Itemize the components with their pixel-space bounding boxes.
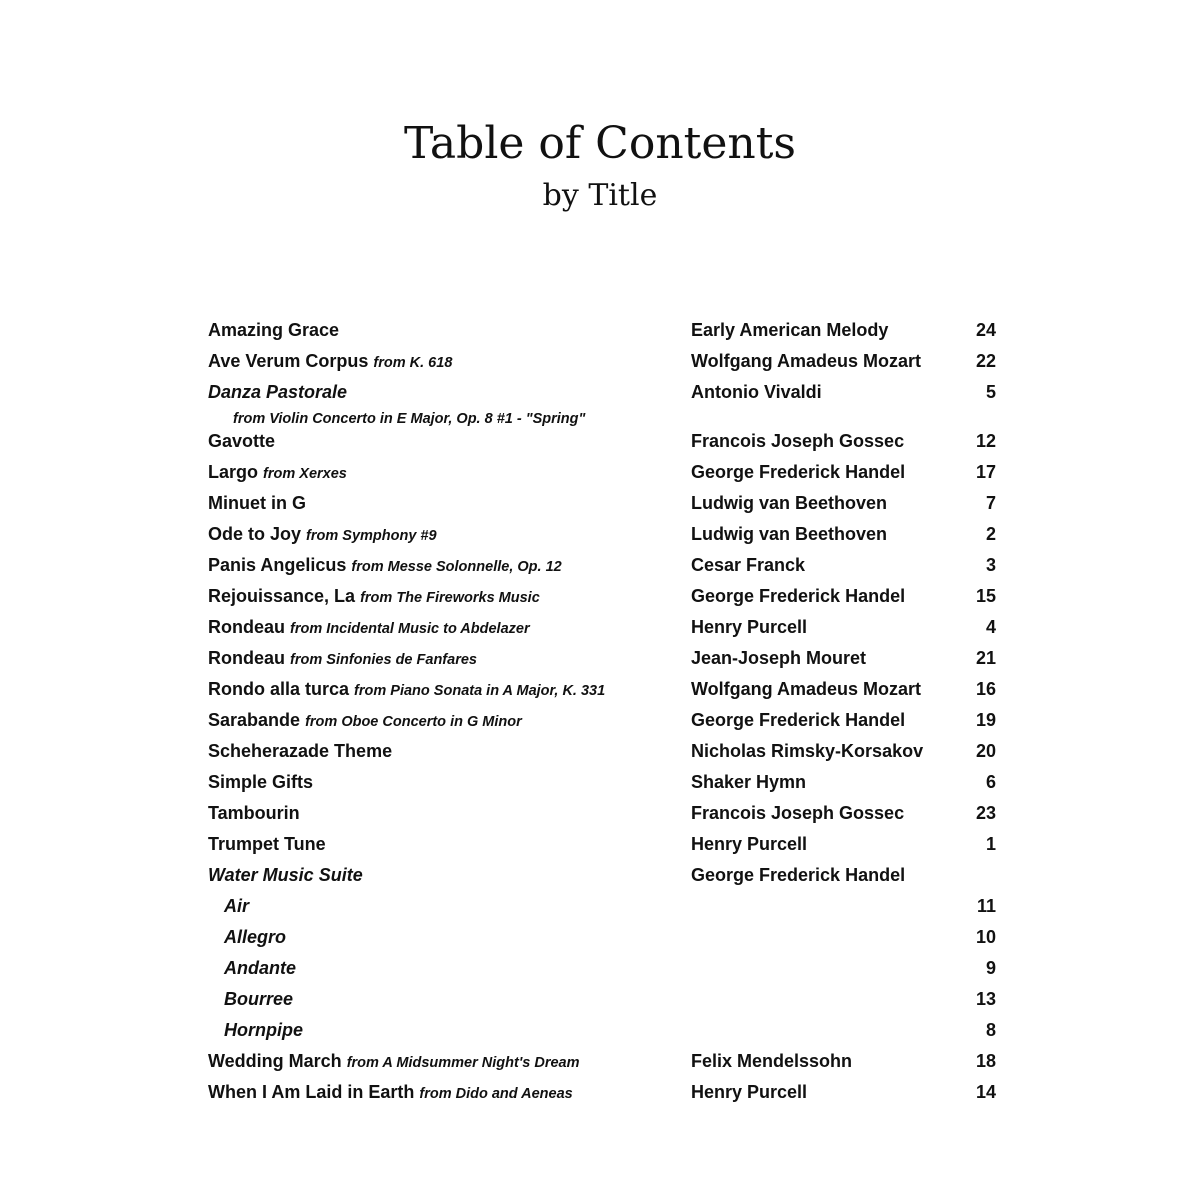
entry-source: from Oboe Concerto in G Minor [305,714,522,730]
entry-title [208,586,540,607]
toc-subentry [0,896,1200,924]
entry-composer: Nicholas Rimsky-Korsakov [691,741,924,761]
entry-source: from A Midsummer Night's Dream [346,1055,580,1071]
entry-title-text: Danza Pastorale [208,382,348,402]
entry-title-text: Sarabande [208,710,301,730]
entry-source: from Sinfonies de Fanfares [290,652,477,668]
entry-title-text: Andante [224,958,296,978]
entry-title-text: Air [224,896,250,916]
entry-composer: Henry Purcell [691,617,808,637]
toc-entry [0,555,1200,583]
toc-entry [0,351,1200,379]
entry-page-number: 22 [975,351,996,371]
entry-composer: Cesar Franck [691,555,806,575]
toc-entry [0,679,1200,707]
entry-title [224,958,296,979]
toc-entry [0,524,1200,552]
entry-page-number: 16 [975,679,996,699]
entry-title-text: Water Music Suite [208,865,363,885]
toc-entry [0,710,1200,738]
entry-composer: Francois Joseph Gossec [691,803,905,823]
toc-entry [0,1082,1200,1110]
entry-source: from Xerxes [263,466,347,482]
entry-composer: Jean-Joseph Mouret [691,648,867,668]
toc-subentry [0,989,1200,1017]
entry-page-number: 23 [975,803,996,823]
entry-title-text: Ode to Joy [208,524,302,544]
entry-composer: Wolfgang Amadeus Mozart [691,679,922,699]
entry-composer: George Frederick Handel [691,865,906,885]
toc-subentry [0,927,1200,955]
toc-entry [0,320,1200,348]
entry-page-number: 19 [975,710,996,730]
toc-entry [0,741,1200,769]
entry-source: from Symphony #9 [306,528,437,544]
entry-composer: George Frederick Handel [691,462,906,482]
entry-composer: Ludwig van Beethoven [691,524,888,544]
entry-title [208,524,437,545]
entry-composer: Francois Joseph Gossec [691,431,905,451]
entry-title-text: Allegro [224,927,287,947]
entry-title [224,896,249,917]
entry-title [208,555,562,576]
entry-title [224,927,286,948]
entry-composer: Felix Mendelssohn [691,1051,853,1071]
entry-composer: Henry Purcell [691,1082,808,1102]
toc-entry [0,834,1200,862]
entry-composer: George Frederick Handel [691,710,906,730]
entry-title [224,989,293,1010]
entry-source: from Piano Sonata in A Major, K. 331 [354,683,606,699]
toc-entry [0,1051,1200,1079]
entry-page-number: 9 [985,958,996,978]
entry-title [208,351,452,372]
entry-page-number: 6 [985,772,996,792]
entry-title-text: Wedding March [208,1051,342,1071]
entry-title-text: Tambourin [208,803,300,823]
toc-entry [0,648,1200,676]
entry-title [208,462,347,483]
entry-title-text: Scheherazade Theme [208,741,393,761]
entry-title [208,493,306,514]
toc-entry [0,617,1200,645]
entry-title [208,710,522,731]
toc-entry [0,382,1200,410]
entry-page-number: 4 [985,617,996,637]
entry-composer: George Frederick Handel [691,586,906,606]
toc-entry [0,493,1200,521]
entry-page-number: 8 [985,1020,996,1040]
entry-composer: Shaker Hymn [691,772,807,792]
entry-title-text: Minuet in G [208,493,306,513]
entry-page-number: 7 [985,493,996,513]
entry-page-number: 14 [975,1082,996,1102]
entry-title [208,648,477,669]
entry-page-number: 17 [975,462,996,482]
entry-title-text: Ave Verum Corpus [208,351,369,371]
entry-page-number: 10 [975,927,996,947]
toc-entry [0,431,1200,459]
entry-title [208,382,347,403]
toc-entry [0,462,1200,490]
entry-title-text: Rondeau [208,617,286,637]
entry-title-text: Amazing Grace [208,320,340,340]
entry-title [208,803,300,824]
entry-title-text: Hornpipe [224,1020,303,1040]
toc-entry [0,772,1200,800]
entry-page-number: 21 [975,648,996,668]
entry-page-number: 11 [976,896,996,916]
entry-title [208,1051,580,1072]
entry-title [208,1082,573,1103]
entry-title [208,772,313,793]
entry-title-text: Rondeau [208,648,286,668]
entry-title-text: Gavotte [208,431,276,451]
entry-composer: Wolfgang Amadeus Mozart [691,351,922,371]
entry-page-number: 13 [975,989,996,1009]
entry-source: from Dido and Aeneas [419,1086,573,1102]
toc-entry [0,803,1200,831]
entry-title [208,431,275,452]
entry-page-number: 12 [975,431,996,451]
entry-title-text: Bourree [224,989,294,1009]
entry-title [208,320,339,341]
entry-title-text: Rejouissance, La [208,586,356,606]
entry-page-number: 15 [975,586,996,606]
toc-subentry [0,958,1200,986]
entry-title [208,617,530,638]
entry-page-number: 18 [975,1051,996,1071]
entry-composer: Antonio Vivaldi [691,382,822,402]
entry-page-number: 1 [985,834,996,854]
entry-title-text: Largo [208,462,259,482]
toc-entry [0,865,1200,893]
entry-source: from K. 618 [373,355,453,371]
toc-subentry [0,1020,1200,1048]
entry-source: from Messe Solonnelle, Op. 12 [351,559,562,575]
page-title: Table of Contents [403,118,796,169]
entry-source: from Incidental Music to Abdelazer [290,621,530,637]
entry-title-text: Rondo alla turca [208,679,350,699]
entry-composer: Early American Melody [691,320,889,340]
entry-page-number: 20 [975,741,996,761]
entry-page-number: 5 [985,382,996,402]
entry-composer: Ludwig van Beethoven [691,493,888,513]
entry-source-note: from Violin Concerto in E Major, Op. 8 #1 - "Spring" [233,411,586,427]
entry-title-text: Trumpet Tune [208,834,326,854]
entry-title [208,741,392,762]
entry-page-number: 24 [975,320,996,340]
entry-page-number: 3 [985,555,996,575]
entry-title-text: When I Am Laid in Earth [208,1082,415,1102]
entry-title [224,1020,303,1041]
entry-composer: Henry Purcell [691,834,808,854]
entry-source: from The Fireworks Music [360,590,540,606]
entry-title [208,834,326,855]
toc-entry [0,586,1200,614]
page-subtitle: by Title [542,178,658,213]
entry-title [208,679,605,700]
entry-page-number: 2 [985,524,996,544]
entry-title [208,865,363,886]
entry-title-text: Panis Angelicus [208,555,347,575]
entry-title-text: Simple Gifts [208,772,314,792]
